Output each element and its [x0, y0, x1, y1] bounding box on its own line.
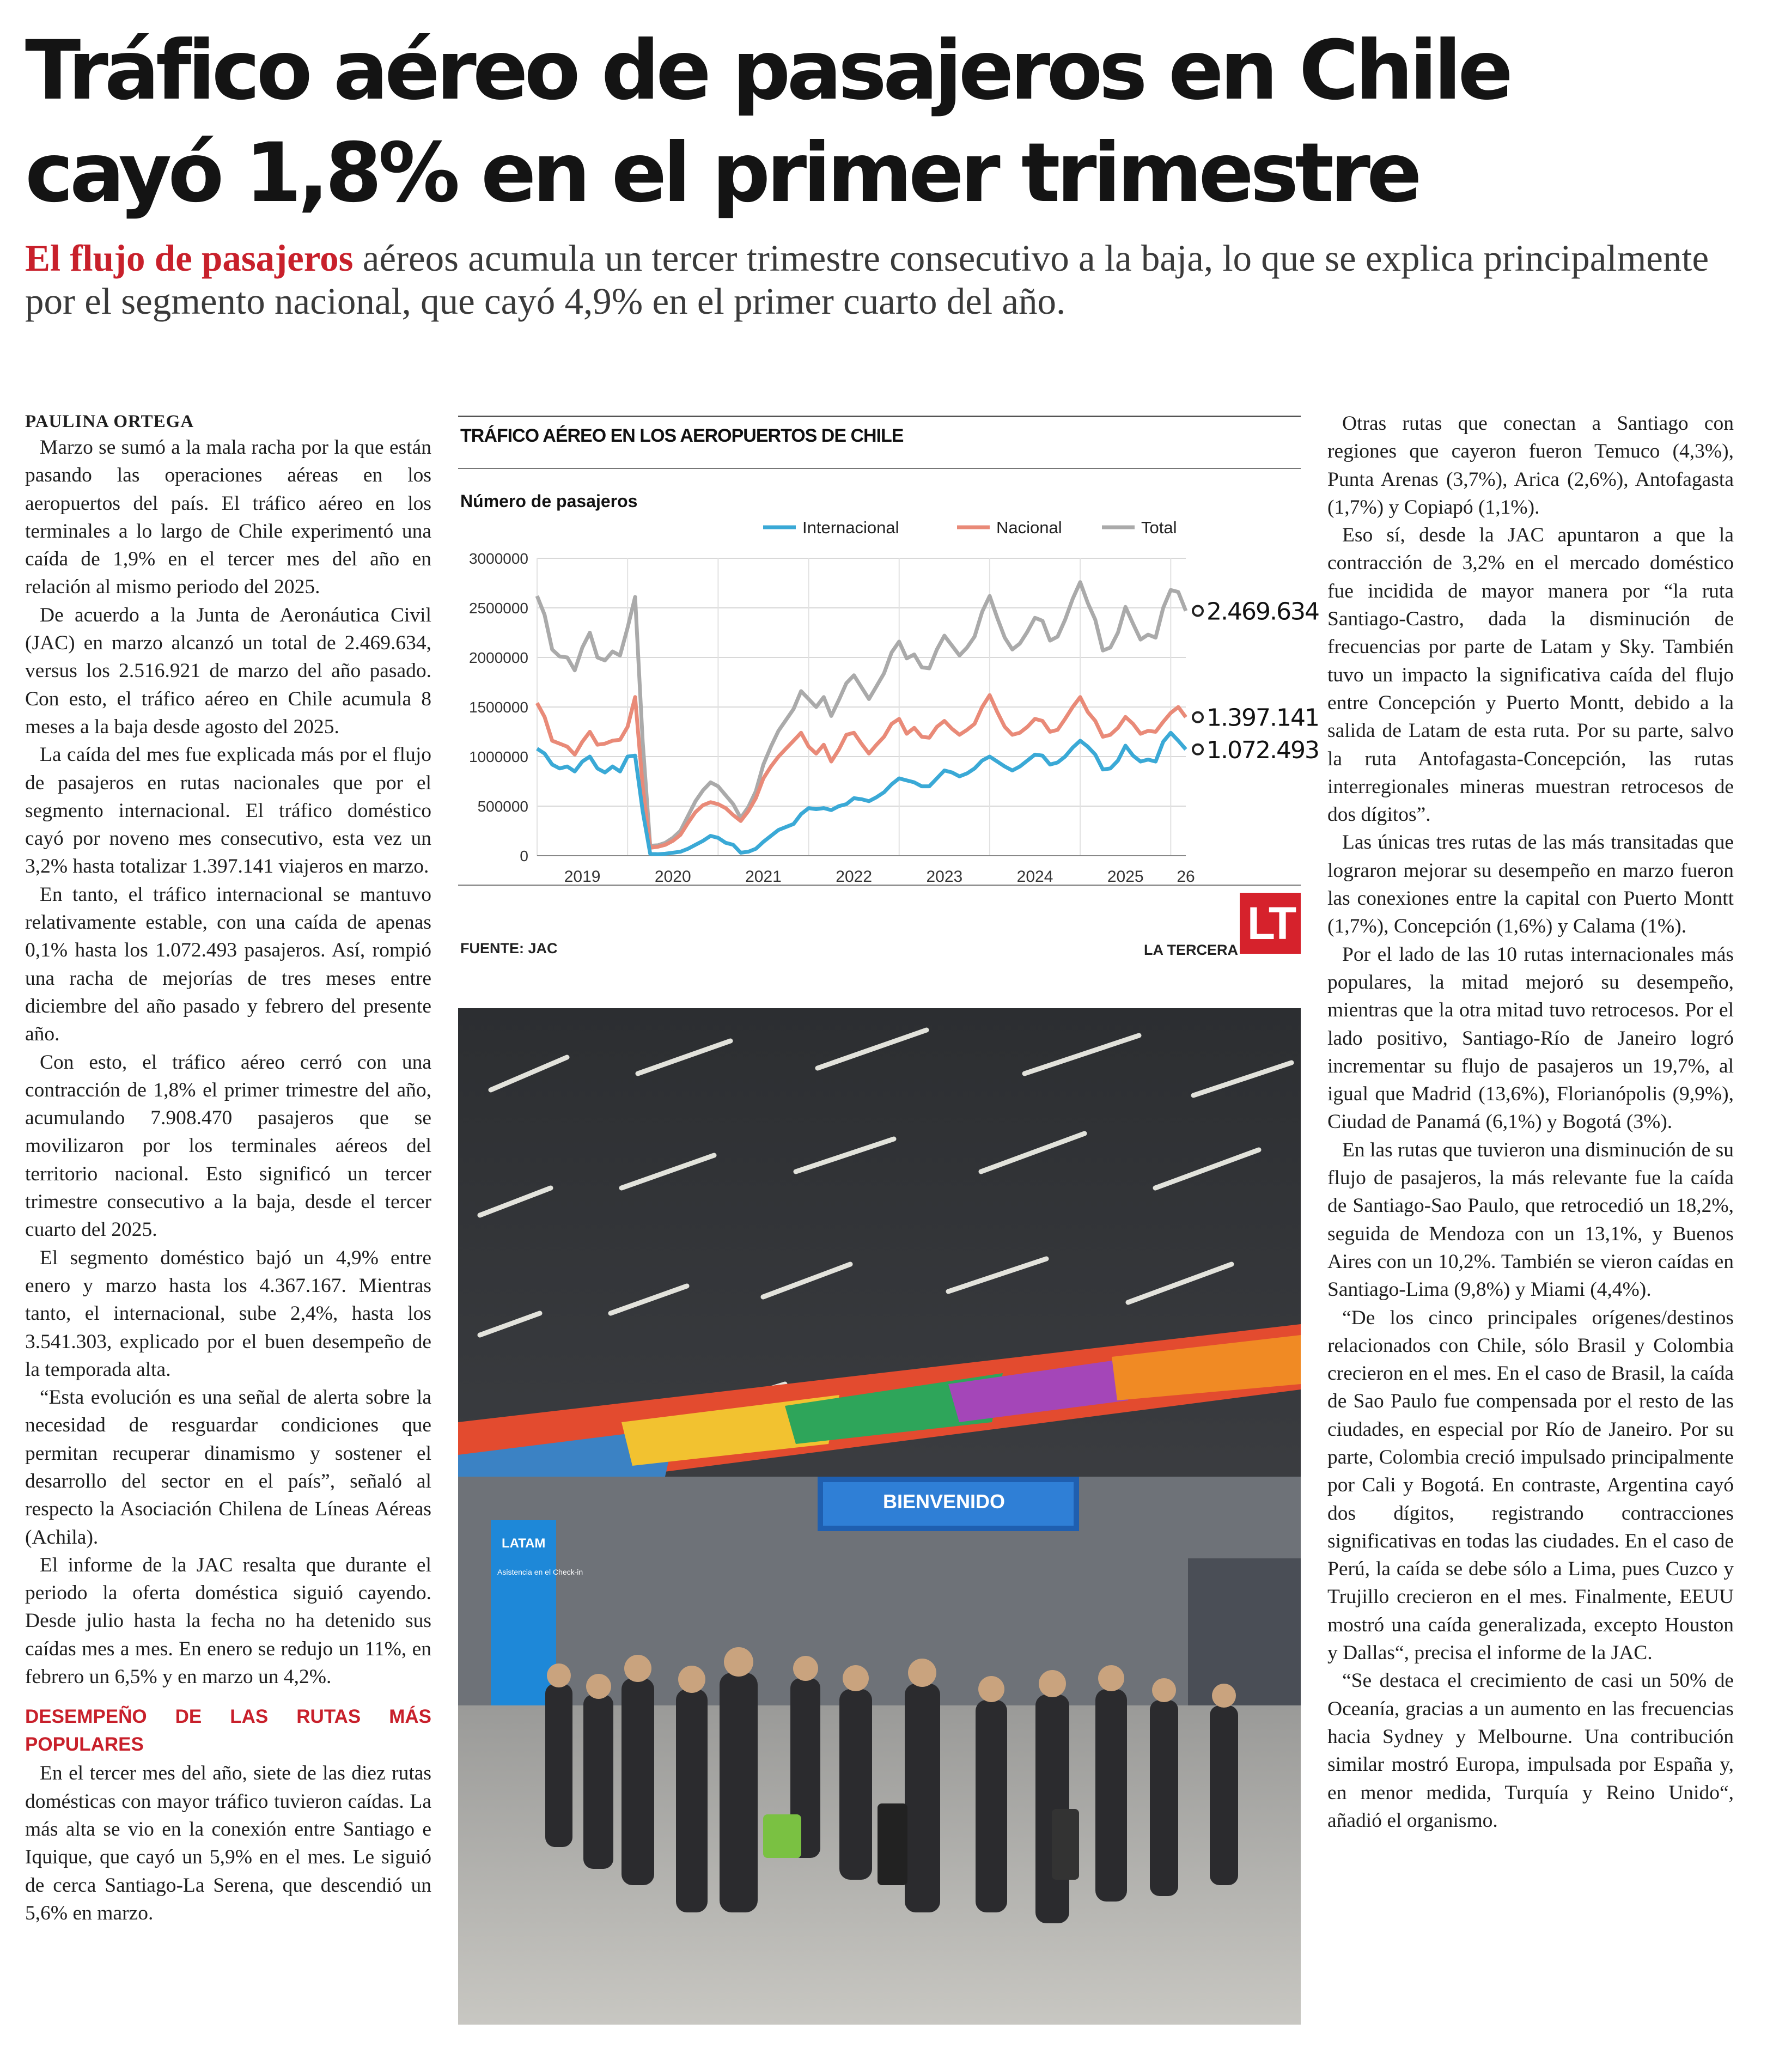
body-paragraph: Eso sí, desde la JAC apuntaron a que la contracción de 3,2% en el mercado doméstico fue incidida de mayor manera por “la ruta Santiago-Castro, dada la disminución de frecuencias por parte de Latam y Sky. También tuvo un impacto la significativa caída del flujo entre Concepción y Puerto Montt, debido a la salida de Latam de esta ruta. Por su parte, salvo la ruta Antofagasta-Concepción, las rutas interregionales mineras muestran retrocesos de dos dígitos”.: [1327, 524, 1734, 826]
body-paragraph: “Esta evolución es una señal de alerta sobre la necesidad de resguardar condiciones que permitan recuperar dinamismo y sostener el desarrollo del sector en el país”, señaló al respecto la Asociación Chilena de Líneas Aéreas (Achila).: [25, 1386, 431, 1549]
y-tick-label: 500000: [477, 798, 528, 815]
body-paragraph: Marzo se sumó a la mala racha por la que están pasando las operaciones aéreas en los aeropuertos del país. El tráfico aéreo en los terminales a lo largo de Chile experimentó una caída de 1,9% en el tercer mes del año en relación al mismo periodo del 2025.: [25, 436, 431, 599]
welcome-sign-text: BIENVENIDO: [883, 1490, 1006, 1513]
end-value-label: 1.072.493: [1207, 736, 1319, 764]
x-tick-label: 2023: [926, 868, 963, 886]
y-tick-label: 2500000: [468, 600, 528, 617]
end-point-marker: [1193, 745, 1203, 754]
body-paragraph: De acuerdo a la Junta de Aeronáutica Civil (JAC) en marzo alcanzó un total de 2.469.634, versus los 2.516.921 de marzo del año pasado. Con esto, el tráfico aéreo en Chile acumula 8 meses a la baja desde agosto del 2025.: [25, 604, 431, 738]
headline-line-1: Tráfico aéreo de pasajeros en Chile: [25, 23, 1510, 118]
end-point-marker: [1193, 712, 1203, 722]
legend-label: Nacional: [996, 518, 1062, 537]
end-point-marker: [1193, 606, 1203, 616]
x-tick-label: 2024: [1016, 868, 1053, 886]
chart-y-label: Número de pasajeros: [460, 491, 638, 511]
body-paragraph: “De los cinco principales orígenes/destinos relacionados con Chile, sólo Brasil y Colombia crecieron en el mes. En el caso de Brasil, la caída de Sao Paulo fue compensada por el resto de las ciudades, en especial por Río de Janeiro. Por su parte, Colombia creció impulsado principalmente por Cali y Bogotá. En contraste, Argentina cayó dos dígitos, registrando contracciones significativas en todas las ciudades. En el caso de Perú, la caída se debe sólo a Lima, pues Cuzco y Trujillo crecieron en el mes. Finalmente, EEUU mostró una caída generalizada, excepto Houston y Dallas“, precisa el informe de la JAC.: [1327, 1306, 1734, 1665]
y-tick-label: 1500000: [468, 699, 528, 716]
end-value-label: 1.397.141: [1207, 704, 1319, 732]
x-tick-label: 2019: [564, 868, 601, 886]
terminal-illustration: [458, 1008, 1301, 2025]
byline: PAULINA ORTEGA: [25, 412, 194, 431]
x-tick-label: 2020: [654, 868, 691, 886]
chart-box: [458, 416, 1319, 958]
body-paragraph: Con esto, el tráfico aéreo cerró con una contracción de 1,8% el primer trimestre del año, acumulando 7.908.470 pasajeros que se movilizaron por los terminales aéreos del territorio nacional. Esto significó un tercer trimestre consecutivo a la baja, desde el tercer cuarto del 2025.: [25, 1051, 431, 1241]
airline-sign-text: LATAM: [502, 1536, 546, 1551]
x-tick-label: 2021: [745, 868, 782, 886]
chart-header: TRÁFICO AÉREO EN LOS AEROPUERTOS DE CHILE: [460, 425, 904, 446]
x-tick-label: 26: [1177, 868, 1195, 886]
headline-line-2: cayó 1,8% en el primer trimestre: [25, 126, 1418, 221]
body-paragraph: Las únicas tres rutas de las más transitadas que lograron mejorar su desempeño en marzo fueron las conexiones entre la capital con Puerto Montt (1,7%), Concepción (1,6%) y Calama (1%).: [1327, 831, 1734, 938]
series-line-nacional: [537, 695, 1186, 848]
body-paragraph: En el tercer mes del año, siete de las diez rutas domésticas con mayor tráfico tuvieron caídas. La más alta se vio en la conexión entre Santiago e Iquique, que cayó un 5,9% en el mes. Le siguió de cerca Santiago-La Serena, que descendió un 5,6% en marzo.: [25, 1762, 431, 1924]
x-tick-label: 2025: [1107, 868, 1144, 886]
chart-brand: LA TERCERA: [1144, 942, 1238, 958]
legend-label: Internacional: [802, 518, 899, 537]
body-paragraph: En las rutas que tuvieron una disminución de su flujo de pasajeros, la más relevante fue la caída de Santiago-Sao Paulo, que retrocedió un 18,2%, seguida de Mendoza con un 13,1%, y Buenos Aires con un 10,2%. También se vieron caídas en Santiago-Lima (9,8%) y Miami (4,4%).: [1327, 1138, 1734, 1301]
legend-label: Total: [1141, 518, 1177, 537]
series-line-internacional: [537, 733, 1186, 854]
right-column: [1327, 410, 1734, 1835]
chart-source: FUENTE: JAC: [460, 940, 558, 956]
line-chart: [458, 416, 1319, 939]
body-paragraph: El segmento doméstico bajó un 4,9% entre enero y marzo hasta los 4.367.167. Mientras tanto, el internacional, sube 2,4%, hasta los 3.541.303, explicado por el buen desempeño de la temporada alta.: [25, 1246, 431, 1381]
section-subhead: DESEMPEÑO DE LAS RUTAS MÁS POPULARES: [25, 1706, 431, 1756]
body-paragraph: El informe de la JAC resalta que durante el periodo la oferta doméstica siguió cayendo. Desde julio hasta la fecha no ha detenido sus caídas mes a mes. En enero se redujo un 11%, en febrero un 6,5% y en marzo un 4,2%.: [25, 1553, 431, 1689]
headline: [25, 20, 1741, 224]
checkin-sign-text: Asistencia en el Check-in: [497, 1568, 583, 1576]
y-tick-label: 2000000: [468, 649, 528, 666]
y-tick-label: 1000000: [468, 748, 528, 765]
body-paragraph: La caída del mes fue explicada más por el flujo de pasajeros en rutas nacionales que por el segmento internacional. El tráfico doméstico cayó por noveno mes consecutivo, esta vez un 3,2% hasta totalizar 1.397.141 viajeros en marzo.: [25, 744, 431, 878]
airport-terminal-photo: [458, 1008, 1301, 2025]
x-tick-label: 2022: [836, 868, 873, 886]
la-tercera-logo: LT: [1240, 893, 1301, 954]
body-paragraph: “Se destaca el crecimiento de casi un 50% de Oceanía, gracias a un aumento en las frecuencias hacia Sydney y Melbourne. Una contribución similar mostró Europa, impulsada por España y, en menor medida, Turquía y Reino Unido“, añadió el organismo.: [1327, 1669, 1734, 1832]
left-column: [25, 410, 431, 1927]
end-value-label: 2.469.634: [1207, 598, 1319, 626]
y-tick-label: 0: [520, 848, 528, 864]
deck: [25, 237, 1741, 323]
deck-lead: El flujo de pasajeros: [25, 237, 354, 279]
body-paragraph: Por el lado de las 10 rutas internacionales más populares, la mitad mejoró su desempeño, mientras que la otra mitad tuvo retrocesos. Por el lado positivo, Santiago-Río de Janeiro logró incrementar su flujo de pasajeros un 19,7%, al igual que Madrid (13,6%), Florianópolis (9,9%), Ciudad de Panamá (6,1%) y Bogotá (3%).: [1327, 943, 1734, 1133]
body-paragraph: Otras rutas que conectan a Santiago con regiones que cayeron fueron Temuco (4,3%), Punta Arenas (3,7%), Arica (2,6%), Antofagasta (1,7%) y Copiapó (1,1%).: [1327, 412, 1734, 519]
body-paragraph: En tanto, el tráfico internacional se mantuvo relativamente estable, con una caída de apenas 0,1% hasta los 1.072.493 pasajeros. Así, rompió una racha de mejorías de tres meses entre diciembre del año pasado y febrero del presente año.: [25, 883, 431, 1046]
deck-text: aéreos acumula un tercer trimestre consecutivo a la baja, lo que se explica principalmente por el segmento nacional, que cayó 4,9% en el primer cuarto del año.: [25, 237, 1709, 322]
y-tick-label: 3000000: [468, 550, 528, 567]
